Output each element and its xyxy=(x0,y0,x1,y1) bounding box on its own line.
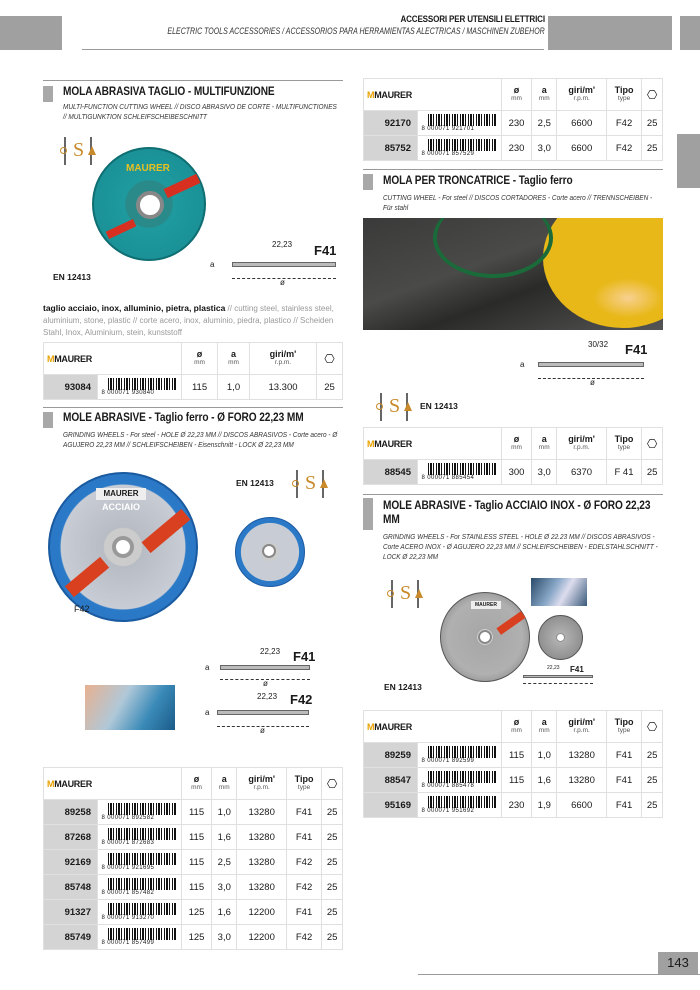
product-table: MMAURER ø mm a mm giri/m' r.p.m. Tipo type ⎔ 88545 8 000071 885454 300 3,0 6370 F 41 25 xyxy=(363,427,663,485)
barcode: 8 000071 892599 xyxy=(422,745,498,765)
table-row: 85748 8 000071 857482 115 3,0 13280 F42 25 xyxy=(44,875,343,900)
box-icon: ⎔ xyxy=(642,79,663,111)
section-divider xyxy=(363,169,663,170)
shape-schematic-f41: 22,23 F41 a ø xyxy=(205,647,316,688)
side-tab-marker xyxy=(677,134,700,188)
box-icon: ⎔ xyxy=(317,343,343,375)
table-row: 89259 8 000071 892599 115 1,0 13280 F41 25 xyxy=(364,743,663,768)
brand-logo: MMAURER xyxy=(364,711,502,743)
section-divider xyxy=(43,407,343,408)
section-title: MOLE ABRASIVE - Taglio ferro - Ø FORO 22,23 MM xyxy=(63,412,304,424)
barcode: 8 000071 921701 xyxy=(422,113,498,133)
table-row: 92170 8 000071 921701 230 2,5 6600 F42 25 xyxy=(364,111,663,136)
product-table: MMAURER ø mm a mm giri/m' r.p.m. Tipo type ⎔ 89258 8 000071 892582 115 1,0 13280 F41 25 87268 8 000071 872683 115 1,6 13280 F41 25 92169 8 000071 921695 115 2,5 13280 F42 25 85748 8 000071 857482 115 3,0 13280 F42 25 91327 8 000071 913270 125 1,6 12200 F41 25 85749 8 000071 857499 125 3,0 12200 F42 25 xyxy=(43,767,343,950)
standard-label: EN 12413 xyxy=(384,682,422,692)
product-disc-image-large: MAURER ACCIAIO F42 xyxy=(48,472,198,622)
standard-label: EN 12413 xyxy=(236,478,274,488)
section-marker xyxy=(43,412,53,428)
brand-logo: MMAURER xyxy=(44,768,182,800)
table-row: 88547 8 000071 885478 115 1,6 13280 F41 25 xyxy=(364,768,663,793)
application-photo xyxy=(363,218,663,330)
osa-certification-icon: S xyxy=(64,137,92,165)
table-row: 93084 8 000071 930840 115 1,0 13.300 25 xyxy=(44,375,343,400)
barcode: 8 000071 885478 xyxy=(422,770,498,790)
disc-brand-label: MAURER xyxy=(126,163,170,174)
section-divider xyxy=(43,80,343,81)
section-subtitle: GRINDING WHEELS - For steel - HOLE Ø 22,23 MM // DISCOS ABRASIVOS - Corte acero - Ø AGUJERO 22,23 MM // SCHLEIFSCHEIBEN - Eisenschnitt - LOCK Ø 22,23 MM xyxy=(63,430,338,449)
osa-certification-icon: S xyxy=(391,580,419,608)
header-tab-edge xyxy=(680,16,700,50)
standard-label: EN 12413 xyxy=(53,272,91,282)
box-icon: ⎔ xyxy=(642,711,663,743)
barcode: 8 000071 951692 xyxy=(422,795,498,815)
box-icon: ⎔ xyxy=(322,768,343,800)
table-row: 88545 8 000071 885454 300 3,0 6370 F 41 25 xyxy=(364,460,663,485)
application-photo xyxy=(531,578,587,606)
product-table: MMAURER ø mm a mm giri/m' r.p.m. ⎔ 93084 8 000071 930840 115 1,0 13.300 25 xyxy=(43,342,343,400)
section-divider xyxy=(363,494,663,495)
table-row: 85752 8 000071 857529 230 3,0 6600 F42 25 xyxy=(364,136,663,161)
shape-schematic-f41: 22,23 F41 a ø xyxy=(210,240,337,287)
shape-schematic-f41: 22,23 F41 xyxy=(515,665,595,690)
product-disc-image-large: MAURER xyxy=(440,592,530,682)
product-disc-image xyxy=(92,147,206,261)
brand-logo: MMAURER xyxy=(44,343,182,375)
material-description: taglio acciaio, inox, alluminio, pietra, plastica // cutting steel, stainless steel, aluminium, stone, plastic // corte acero, inox, aluminio, piedra, plastico // Scheiden Stahl, Inox, Aluminium, stein, kunststoff xyxy=(43,303,334,337)
section-marker xyxy=(43,86,53,102)
barcode: 8 000071 885454 xyxy=(422,462,498,482)
shape-schematic-f41: 30/32 F41 a ø xyxy=(520,340,648,387)
catalog-section-title: ACCESSORI PER UTENSILI ELETTRICI xyxy=(400,14,545,25)
product-table-continued: MMAURER ø mm a mm giri/m' r.p.m. Tipo type ⎔ 92170 8 000071 921701 230 2,5 6600 F42 25 85752 8 000071 857529 230 3,0 6600 F42 25 xyxy=(363,78,663,161)
shape-schematic-f42: 22,23 F42 a ø xyxy=(205,692,313,735)
osa-certification-icon: S xyxy=(380,393,408,421)
product-table: MMAURER ø mm a mm giri/m' r.p.m. Tipo type ⎔ 89259 8 000071 892599 115 1,0 13280 F41 25 88547 8 000071 885478 115 1,6 13280 F41 25 95169 8 000071 951692 230 1,9 6600 F41 25 xyxy=(363,710,663,818)
barcode: 8 000071 857529 xyxy=(422,138,498,158)
barcode: 8 000071 857499 xyxy=(102,927,178,947)
barcode: 8 000071 872683 xyxy=(102,827,178,847)
section-subtitle: GRINDING WHEELS - For STAINLESS STEEL - HOLE Ø 22.23 MM // DISCOS ABRASIVOS - Corte ACERO INOX - Ø AGUJERO 22,23 MM // SCHLEIFSCHEIBEN - EDELSTAHLSCHNITT - LOCK Ø 22,23 MM xyxy=(383,532,658,561)
product-disc-image-small xyxy=(538,615,583,660)
table-row: 95169 8 000071 951692 230 1,9 6600 F41 25 xyxy=(364,793,663,818)
table-row: 89258 8 000071 892582 115 1,0 13280 F41 25 xyxy=(44,800,343,825)
header-tab-left xyxy=(0,16,62,50)
header-divider xyxy=(82,49,544,50)
catalog-section-subtitle: ELECTRIC TOOLS ACCESSORIES / ACCESSORIOS PARA HERRAMIENTAS ALECTRICAS / MASCHINEN ZUBEHOR xyxy=(167,26,545,36)
table-row: 87268 8 000071 872683 115 1,6 13280 F41 25 xyxy=(44,825,343,850)
brand-logo: MMAURER xyxy=(364,79,502,111)
page-number: 143 xyxy=(658,952,698,974)
barcode: 8 000071 921695 xyxy=(102,852,178,872)
footer-divider xyxy=(418,974,700,975)
section-marker xyxy=(363,498,373,530)
section-title: MOLE ABRASIVE - Taglio ACCIAIO INOX - Ø FORO 22,23 MM xyxy=(383,500,651,526)
table-row: 91327 8 000071 913270 125 1,6 12200 F41 25 xyxy=(44,900,343,925)
section-subtitle: MULTI-FUNCTION CUTTING WHEEL // DISCO ABRASIVO DE CORTE - MULTIFUNCTIONES // MULTIGUNKTION SCHLEIFSCHEIBESCHNITT xyxy=(63,102,337,121)
product-disc-image-small xyxy=(235,517,305,587)
section-title: MOLA ABRASIVA TAGLIO - MULTIFUNZIONE xyxy=(63,86,275,98)
brand-logo: MMAURER xyxy=(364,428,502,460)
section-title: MOLA PER TRONCATRICE - Taglio ferro xyxy=(383,175,573,187)
barcode: 8 000071 892582 xyxy=(102,802,178,822)
osa-certification-icon: S xyxy=(296,470,324,498)
box-icon: ⎔ xyxy=(642,428,663,460)
header-tab-right xyxy=(548,16,672,50)
table-row: 85749 8 000071 857499 125 3,0 12200 F42 25 xyxy=(44,925,343,950)
standard-label: EN 12413 xyxy=(420,401,458,411)
section-subtitle: CUTTING WHEEL - For steel // DISCOS CORTADORES - Corte acero // TRENNSCHEIBEN - Für stahl xyxy=(383,193,653,212)
section-marker xyxy=(363,174,373,190)
barcode: 8 000071 857482 xyxy=(102,877,178,897)
application-photo xyxy=(85,685,175,730)
table-row: 92169 8 000071 921695 115 2,5 13280 F42 25 xyxy=(44,850,343,875)
barcode: 8 000071 930840 xyxy=(102,377,178,397)
barcode: 8 000071 913270 xyxy=(102,902,178,922)
